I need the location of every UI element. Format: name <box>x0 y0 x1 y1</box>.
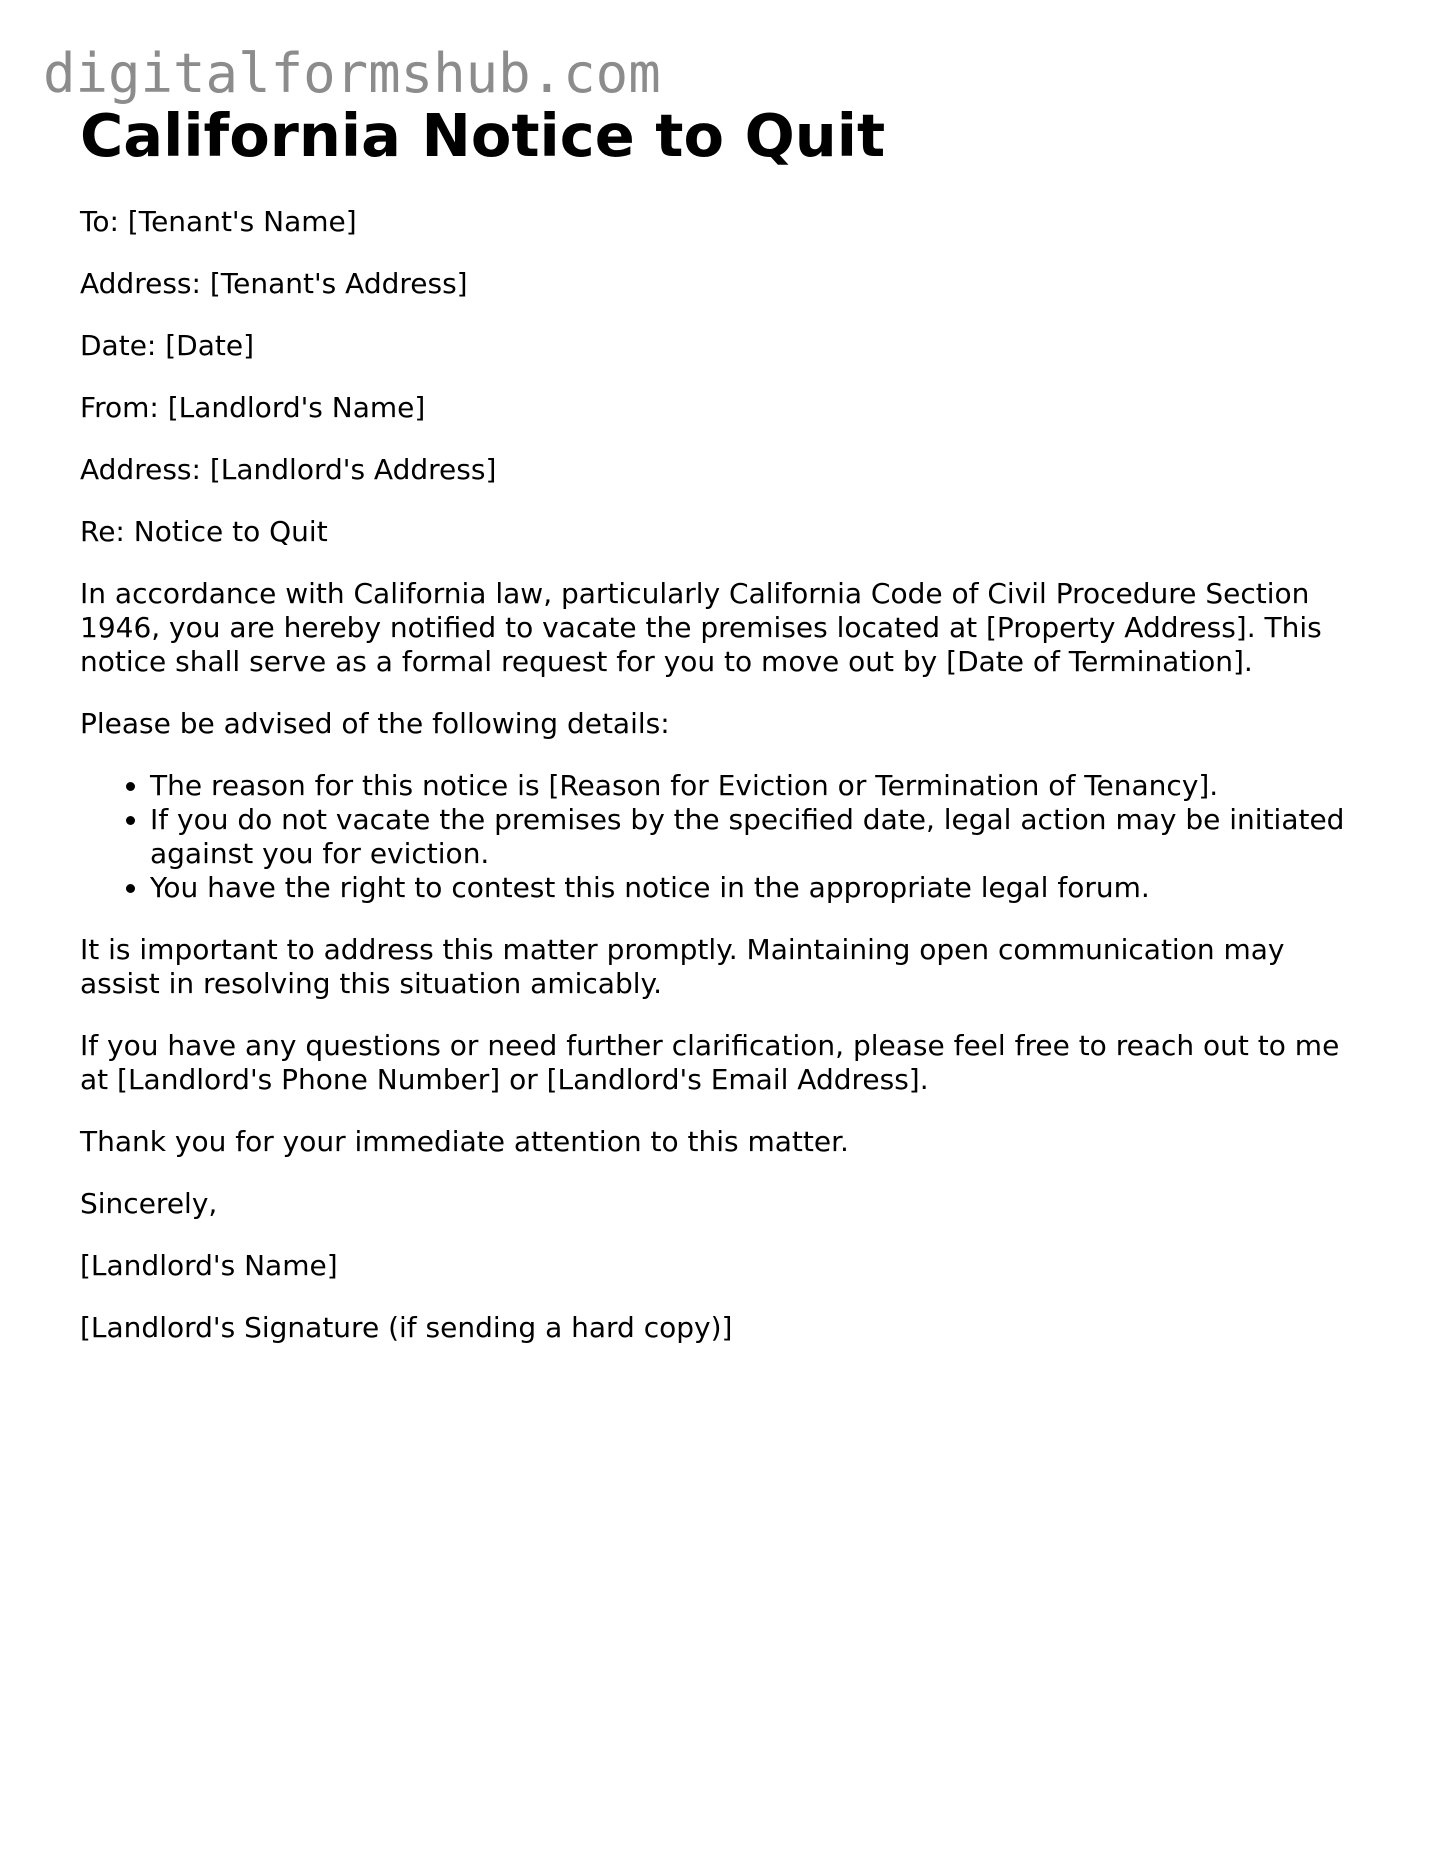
document-title: California Notice to Quit <box>80 101 886 170</box>
tenant-address-line: Address: [Tenant's Address] <box>80 267 468 300</box>
details-lead: Please be advised of the following details: <box>80 707 670 740</box>
landlord-address-line: Address: [Landlord's Address] <box>80 453 497 486</box>
sender-line: From: [Landlord's Name] <box>80 391 426 424</box>
contact-paragraph: If you have any questions or need further clarification, please feel free to reach out to me at [Landlord's Phone Number] or [Landlord's Email Address]. <box>80 1029 1340 1096</box>
intro-paragraph: In accordance with California law, particularly California Code of Civil Procedure Section 1946, you are hereby notified to vacate the premises located at [Property Address]. This notice shall serve as a formal request for you to move out by [Date of Termination]. <box>80 577 1322 678</box>
closing-signature: [Landlord's Signature (if sending a hard copy)] <box>80 1311 733 1344</box>
list-item: • If you do not vacate the premises by the specified date, legal action may be initiated against you for eviction. <box>150 803 1370 871</box>
closing-salutation: Sincerely, <box>80 1187 218 1220</box>
list-item: • You have the right to contest this notice in the appropriate legal forum. <box>150 871 1370 905</box>
list-item: • The reason for this notice is [Reason for Eviction or Termination of Tenancy]. <box>150 769 1370 803</box>
closing-name: [Landlord's Name] <box>80 1249 338 1282</box>
recipient-line: To: [Tenant's Name] <box>80 205 357 238</box>
importance-paragraph: It is important to address this matter promptly. Maintaining open communication may assist in resolving this situation amicably. <box>80 933 1285 1000</box>
subject-line: Re: Notice to Quit <box>80 515 328 548</box>
site-watermark: digitalformshub.com <box>43 42 661 105</box>
date-line: Date: [Date] <box>80 329 255 362</box>
thanks-paragraph: Thank you for your immediate attention to this matter. <box>80 1125 849 1158</box>
details-list <box>80 769 1370 905</box>
notice-content <box>80 100 1370 1345</box>
